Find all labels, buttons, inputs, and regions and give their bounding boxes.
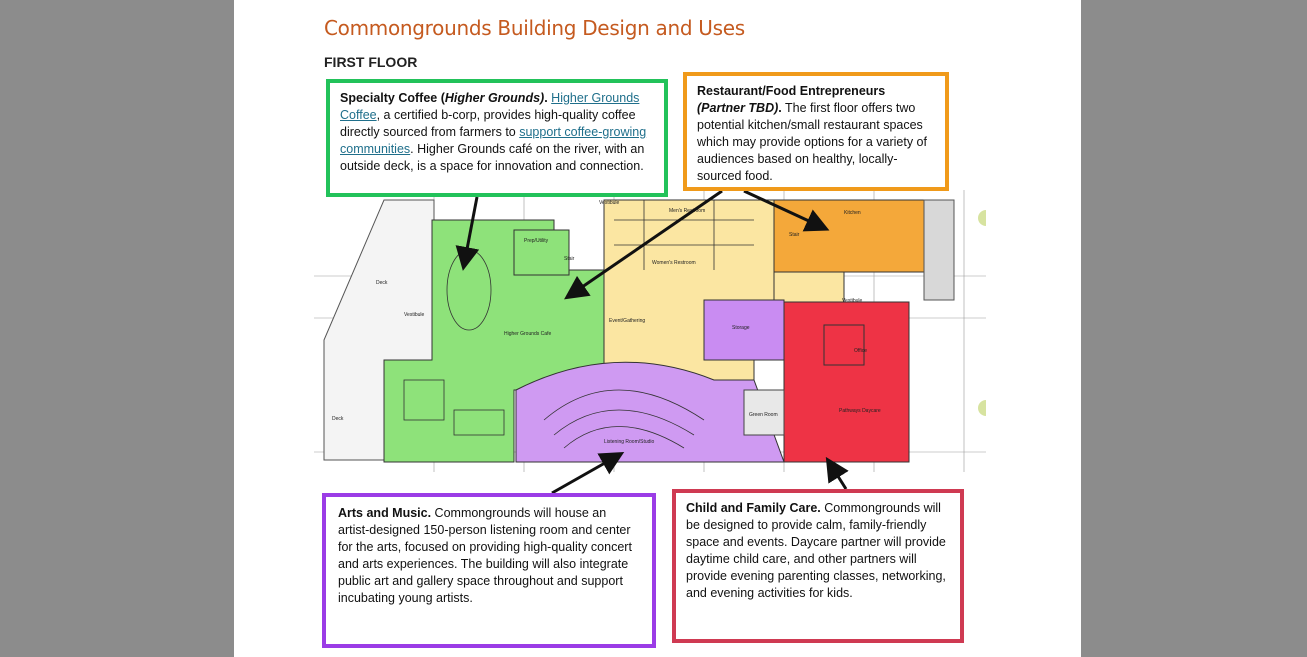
coffee-text-1: , a certified b-corp, provides high-quality coffee directly sourced from farmers to [340,108,636,139]
label-mens: Men's Restroom [669,208,706,214]
label-higher-grounds: Higher Grounds Cafe [504,331,552,337]
label-stair-b: Stair [789,232,800,238]
label-event: Event/Gathering [609,318,646,324]
arts-heading: Arts and Music. [338,506,432,520]
label-daycare: Pathways Daycare [839,408,881,414]
label-prep: Prep/Utility [524,238,549,244]
child-text: Commongrounds will be designed to provide calm, family-friendly space and events. Daycare partner will provide daytime child care, and other partners will provide evening parenting classes, networking, and evening activities for kids. [686,501,946,600]
label-green-room: Green Room [749,412,778,418]
child-heading: Child and Family Care. [686,501,821,515]
coffee-text-2: . Higher Grounds café on the river, with an outside deck, is a space for innovation and connection. [340,142,645,173]
document-page [234,0,1081,657]
coffee-heading-italic: Higher Grounds) [444,91,545,105]
restaurant-heading: Restaurant/Food Entrepreneurs [697,84,886,98]
restaurant-heading-end: . [778,101,782,115]
coffee-communities-link[interactable]: support coffee-growing communities [340,125,647,156]
coffee-heading-end: . [544,91,548,105]
label-deck-bottom: Deck [332,416,344,422]
label-vestibule-right: Vestibule [842,298,863,304]
label-vestibule-top: Vestibule [599,200,620,206]
callout-arts-music [322,493,656,648]
coffee-heading: Specialty Coffee ( [340,91,445,105]
label-womens: Women's Restroom [652,260,696,266]
label-deck-top: Deck [376,280,388,286]
floor-plan [314,190,986,472]
restaurant-text: The first floor offers two potential kitchen/small restaurant spaces which may provide options for a variety of audiences based on healthy, locally-sourced food. [697,101,927,183]
page-title: Commongrounds Building Design and Uses [324,16,745,40]
label-storage: Storage [732,325,750,331]
label-kitchen: Kitchen [844,210,861,216]
callout-specialty-coffee [326,79,668,197]
label-stair-a: Stair [564,256,575,262]
floor-heading: FIRST FLOOR [324,54,418,70]
higher-grounds-link[interactable]: Higher Grounds Coffee [340,91,640,122]
label-listening: Listening Room/Studio [604,439,655,445]
callout-restaurant [683,72,949,191]
label-office: Office [854,348,867,354]
callout-child-family [672,489,964,643]
restaurant-heading-italic: (Partner TBD) [697,101,779,115]
arts-text: Commongrounds will house an artist-designed 150-person listening room and center for the arts, focused on providing high-quality concert and arts experiences. The building will also integrate public art and gallery space throughout and support incubating young artists. [338,506,632,605]
label-vestibule-left: Vestibule [404,312,425,318]
